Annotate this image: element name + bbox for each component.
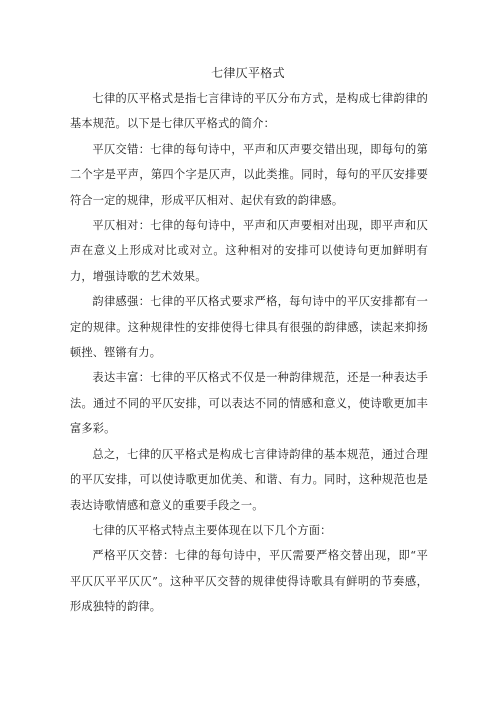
- paragraph-alternation: 平仄交错：七律的每句诗中，平声和仄声要交错出现，即每句的第二个字是平声，第四个字是仄声，以此类推。同时，每句的平仄安排要符合一定的规律，形成平仄相对、起伏有致的韵律感。: [70, 142, 428, 207]
- paragraph-strict-alternation: 严格平仄交替：七律的每句诗中，平仄需要严格交替出现，即“平平仄仄平平仄仄”。这种平仄交替的规律使得诗歌具有鲜明的节奏感，形成独特的韵律。: [70, 549, 428, 614]
- paragraph-summary: 总之，七律的仄平格式是构成七言律诗韵律的基本规范，通过合理的平仄安排，可以使诗歌更加优美、和谐、有力。同时，这种规范也是表达诗歌情感和意义的重要手段之一。: [70, 447, 428, 512]
- paragraph-intro: 七律的仄平格式是指七言律诗的平仄分布方式，是构成七律韵律的基本规范。以下是七律仄平格式的简介：: [70, 92, 428, 131]
- paragraph-contrast: 平仄相对：七律的每句诗中，平声和仄声要相对出现，即平声和仄声在意义上形成对比或对立。这种相对的安排可以使诗句更加鲜明有力，增强诗歌的艺术效果。: [70, 219, 428, 283]
- paragraph-rhythm: 韵律感强：七律的平仄格式要求严格，每句诗中的平仄安排都有一定的规律。这种规律性的安排使得七律具有很强的韵律感，读起来抑扬顿挫、铿锵有力。: [70, 295, 428, 360]
- document-body: [70, 86, 428, 620]
- paragraph-expression: 表达丰富：七律的平仄格式不仅是一种韵律规范，还是一种表达手法。通过不同的平仄安排，可以表达不同的情感和意义，使诗歌更加丰富多彩。: [70, 371, 428, 436]
- paragraph-features-intro: 七律的仄平格式特点主要体现在以下几个方面：: [92, 523, 332, 537]
- document-title: 七律仄平格式: [211, 66, 285, 80]
